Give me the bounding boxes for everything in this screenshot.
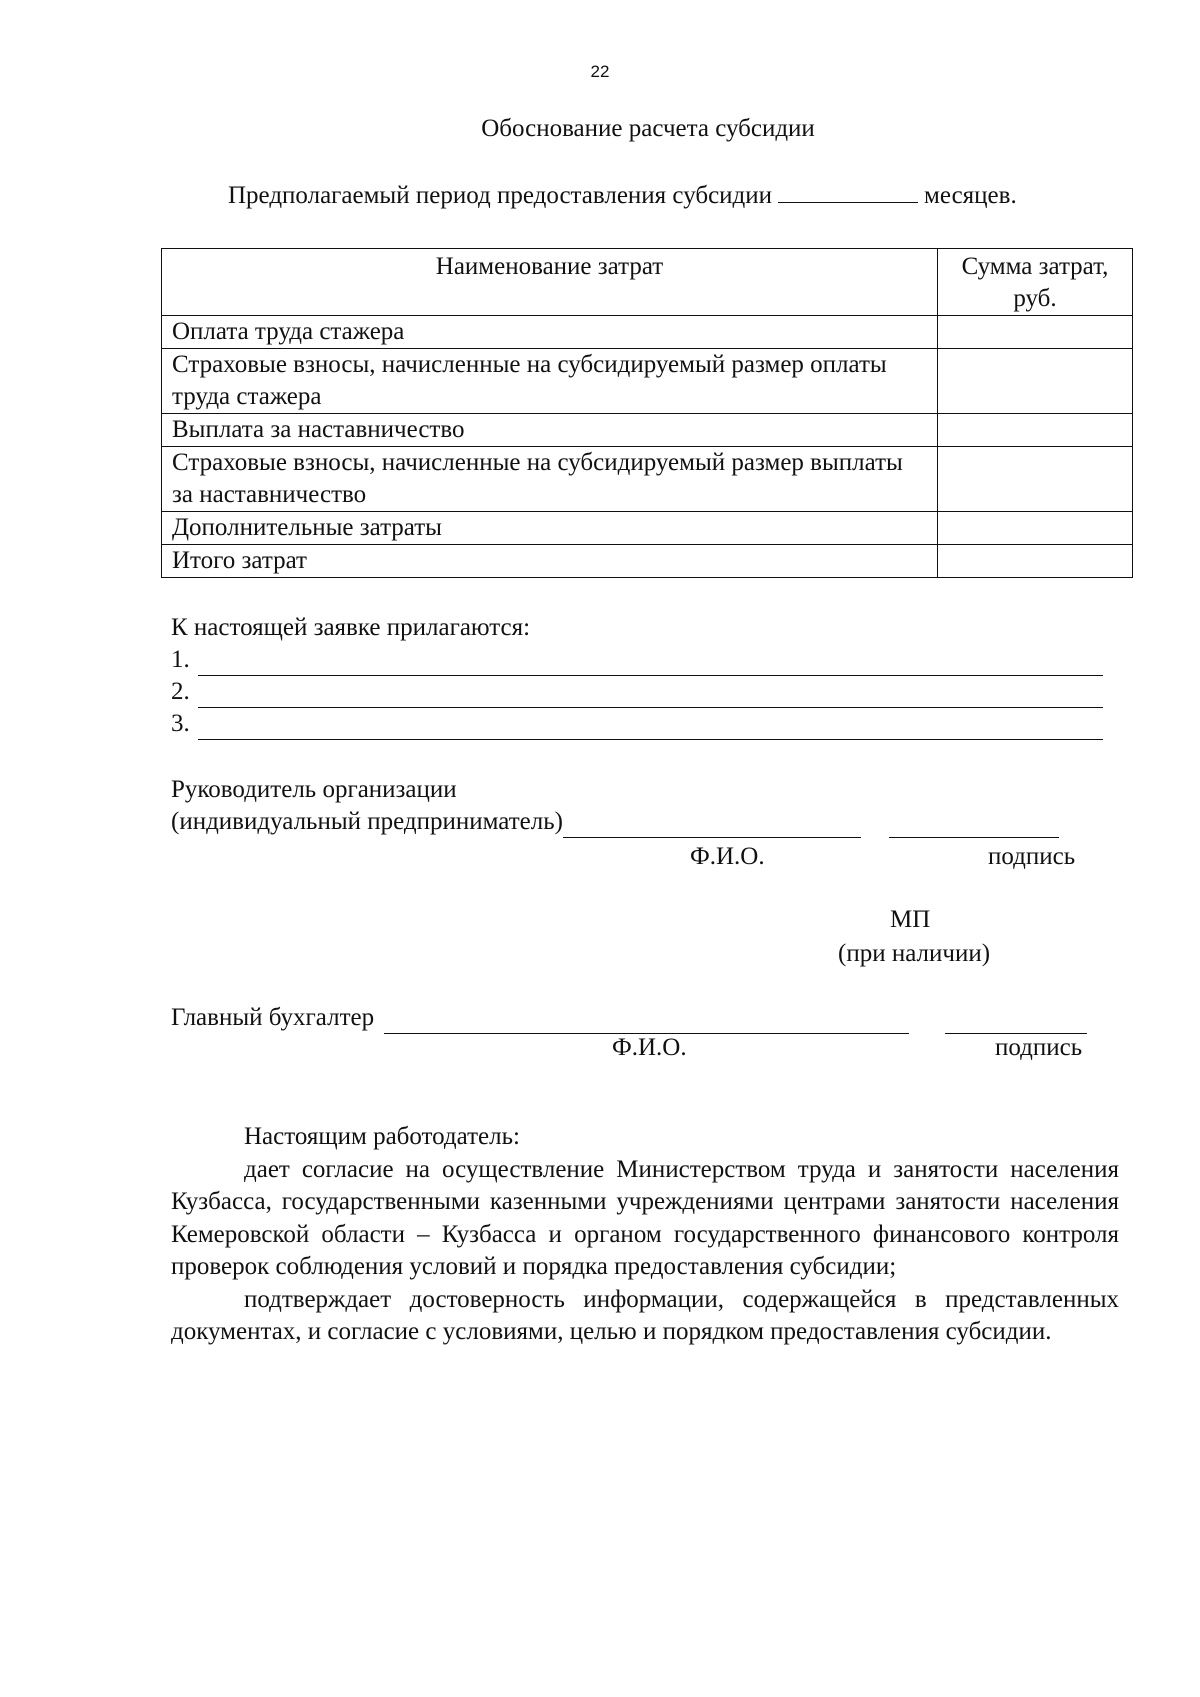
cost-name-cell: Страховые взносы, начисленные на субсидируемый размер оплаты труда стажера (162, 349, 938, 414)
stamp-label: МП (890, 906, 931, 933)
cost-name-cell: Страховые взносы, начисленные на субсидируемый размер выплаты за наставничество (162, 447, 938, 512)
costs-table (161, 248, 1133, 578)
accountant-signature-line (171, 1002, 1087, 1034)
cost-sum-cell[interactable] (938, 349, 1133, 414)
costs-table-header (162, 249, 1133, 316)
consent-intro: Настоящим работодатель: (244, 1123, 520, 1150)
table-row (162, 316, 1133, 349)
table-row (162, 414, 1133, 447)
attachment-number: 1. (171, 646, 190, 673)
attachment-item (171, 708, 1103, 740)
table-row (162, 512, 1133, 545)
attachments-section (171, 612, 1103, 740)
table-row (162, 545, 1133, 578)
table-row (162, 447, 1133, 512)
cost-sum-cell[interactable] (938, 447, 1133, 512)
attachment-item (171, 676, 1103, 708)
cost-sum-cell[interactable] (938, 545, 1133, 578)
head-fio-caption: Ф.И.О. (690, 843, 765, 870)
cost-name-cell: Оплата труда стажера (162, 316, 938, 349)
page-number: 22 (590, 62, 610, 81)
attachment-blank[interactable] (198, 715, 1103, 740)
subsidy-period-blank[interactable] (778, 180, 918, 203)
stamp-note: (при наличии) (838, 940, 991, 967)
cost-sum-cell[interactable] (938, 414, 1133, 447)
consent-paragraph: дает согласие на осуществление Министерством труда и занятости населения Кузбасса, государственными казенными учреждениями центрами занятости населения Кемеровской области – Кузбасса и органом государственного финансового контроля проверок соблюдения условий и порядка предоставления субсидии; (171, 1155, 1119, 1280)
head-signature-caption: подпись (988, 843, 1076, 870)
cost-name-cell: Выплата за наставничество (162, 414, 938, 447)
attachment-blank[interactable] (198, 683, 1103, 708)
attachment-number: 2. (171, 678, 190, 705)
attachment-number: 3. (171, 710, 190, 737)
head-title: Руководитель организации (171, 776, 457, 803)
accountant-label: Главный бухгалтер (171, 1004, 375, 1031)
head-fio-blank[interactable] (563, 813, 861, 838)
accountant-signature-blank[interactable] (945, 1009, 1087, 1034)
cost-sum-cell[interactable] (938, 512, 1133, 545)
accountant-fio-caption: Ф.И.О. (612, 1034, 687, 1061)
consent-paragraph: подтверждает достоверность информации, содержащейся в представленных документах, и согласие с условиями, целью и порядком предоставления субсидии. (171, 1285, 1119, 1345)
subsidy-period-label: Предполагаемый период предоставления субсидии (228, 182, 773, 209)
head-subtitle: (индивидуальный предприниматель) (171, 808, 563, 835)
document-title: Обоснование расчета субсидии (481, 115, 815, 142)
consent-section (171, 1121, 1119, 1349)
subsidy-period-line (228, 180, 1017, 210)
attachments-heading: К настоящей заявке прилагаются: (171, 614, 531, 641)
table-row (162, 349, 1133, 414)
cost-name-cell: Дополнительные затраты (162, 512, 938, 545)
cost-sum-cell[interactable] (938, 316, 1133, 349)
head-signature-block (171, 774, 1131, 838)
subsidy-period-unit: месяцев. (924, 182, 1017, 209)
header-cost-sum: Сумма затрат, руб. (938, 249, 1133, 316)
accountant-signature-caption: подпись (995, 1034, 1083, 1061)
attachment-item (171, 644, 1103, 676)
attachment-blank[interactable] (198, 651, 1103, 676)
head-line (171, 806, 1131, 838)
cost-name-cell: Итого затрат (162, 545, 938, 578)
header-cost-name: Наименование затрат (162, 249, 938, 316)
head-signature-blank[interactable] (889, 813, 1059, 838)
accountant-fio-blank[interactable] (384, 1009, 909, 1034)
